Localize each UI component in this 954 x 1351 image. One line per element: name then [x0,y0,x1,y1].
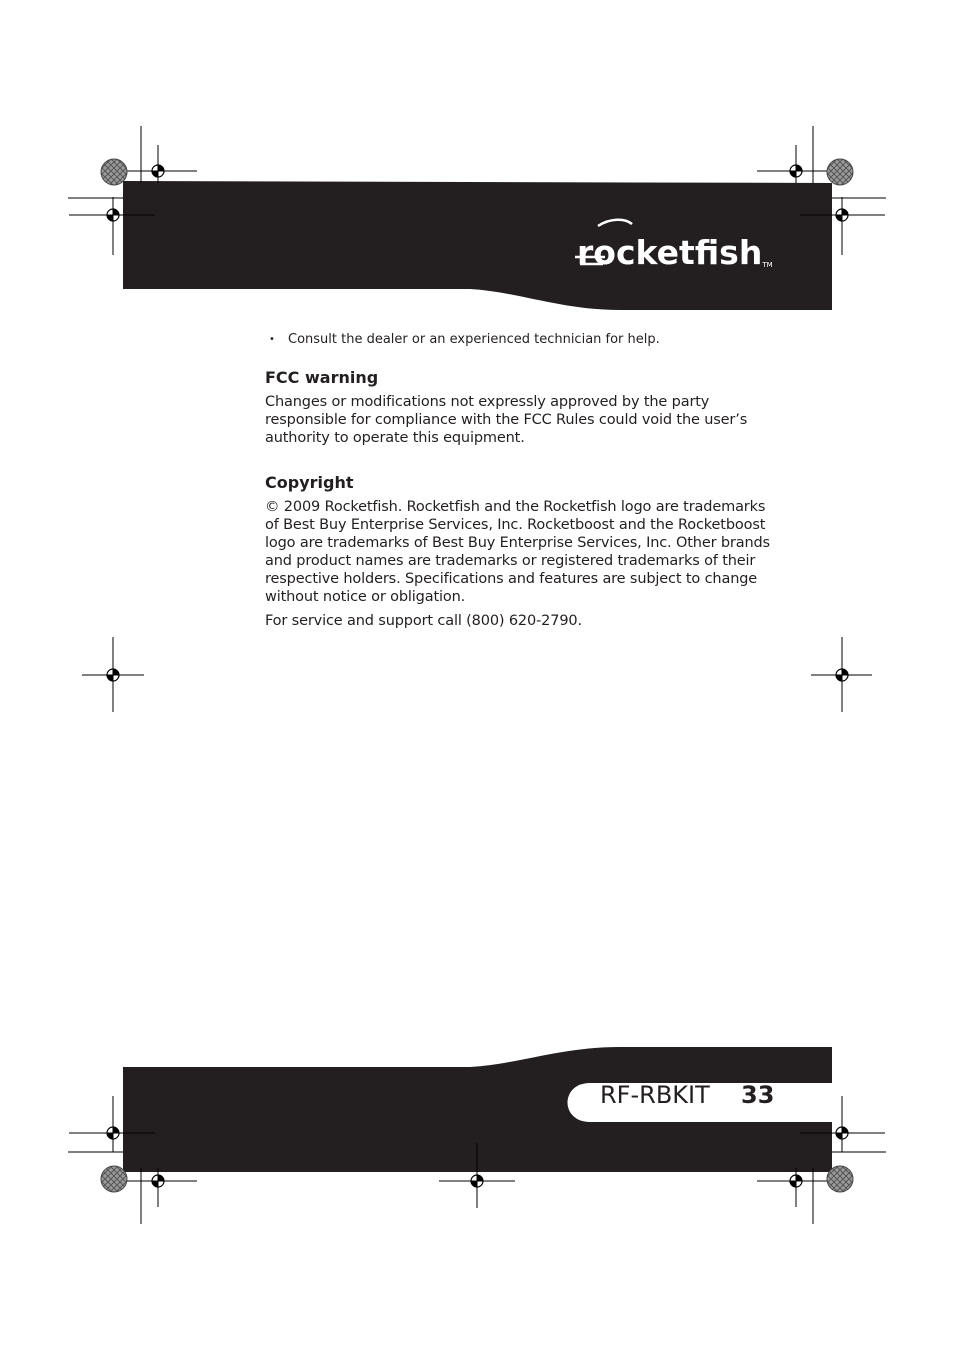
logo-trademark: TM [762,261,773,269]
bullet-text: Consult the dealer or an experienced technician for help. [288,332,660,347]
registration-mark [471,1175,483,1187]
color-target-top-right [827,159,853,185]
registration-mark [836,209,848,221]
side-crop-marks [82,637,872,712]
color-target-top-left [101,159,127,185]
registration-mark [790,1175,802,1187]
fcc-warning-heading: FCC warning [265,368,379,387]
registration-mark [152,1175,164,1187]
support-text: For service and support call (800) 620-2790. [265,613,582,629]
registration-mark [152,165,164,177]
registration-mark [836,1127,848,1139]
registration-mark [836,669,848,681]
logo-text: rocketfish [577,233,763,272]
registration-mark [107,669,119,681]
copyright-heading: Copyright [265,473,354,492]
fcc-warning-text: Changes or modifications not expressly approved by the party responsible for compliance with the FCC Rules could void the user’s authority to operate this equipment. [265,394,748,446]
list-item [265,330,775,350]
model-number: RF-RBKIT [600,1081,710,1109]
bullet-dot: • [269,334,275,345]
registration-mark [107,1127,119,1139]
page-number: 33 [741,1081,775,1109]
registration-mark [107,209,119,221]
rocketfish-logo [577,233,773,272]
copyright-text: © 2009 Rocketfish. Rocketfish and the Rocketfish logo are trademarks of Best Buy Enterprise Services, Inc. Rocketboost and the Rocketboost logo are trademarks of Best Buy Enterprise Services, Inc. Other brands and product names are trademarks or registered trademarks of their respective holders. Specifications and features are subject to change without notice or obligation. [265,499,770,605]
page-content [265,330,775,636]
color-target-bottom-left [101,1166,127,1192]
color-target-bottom-right [827,1166,853,1192]
registration-mark [790,165,802,177]
